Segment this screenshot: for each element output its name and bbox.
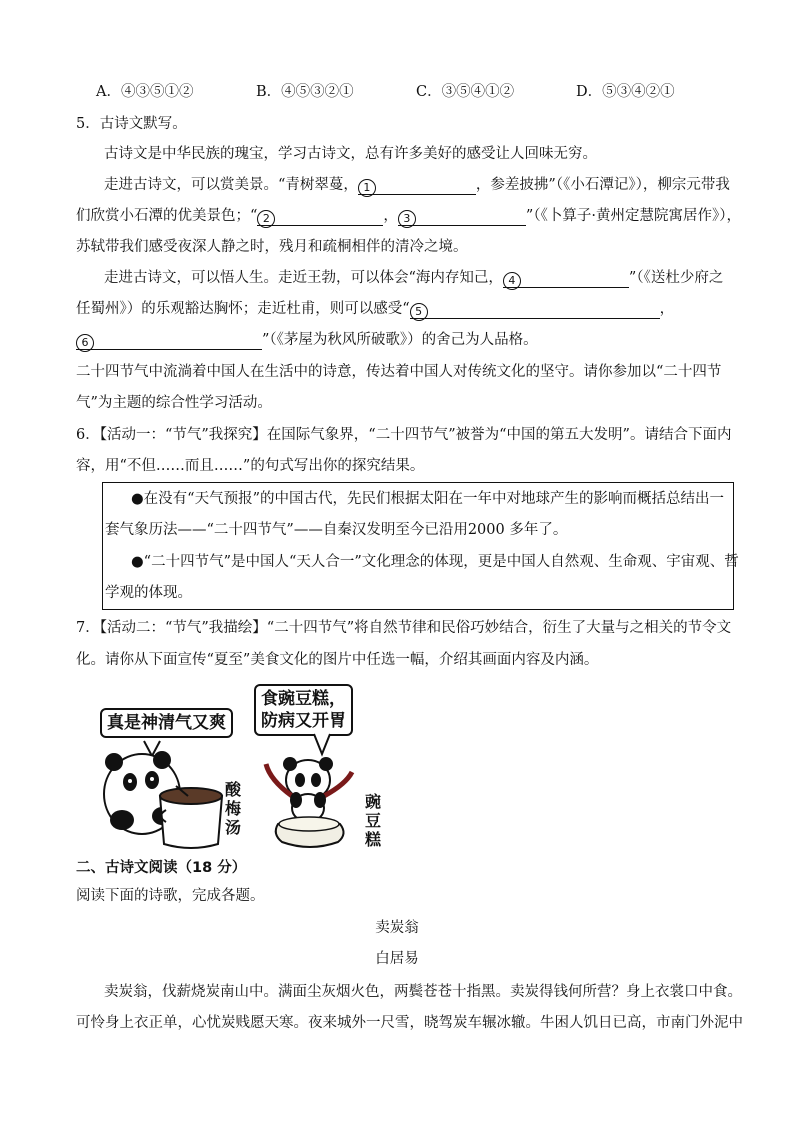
answer-blank-1[interactable]	[358, 178, 476, 195]
q6-material-box	[102, 482, 739, 610]
q7-line-1: 7．【活动二：“节气”我描绘】“二十四节气”将自然节律和民俗巧妙结合，衍生了大量与之相关的节令文	[76, 620, 732, 636]
q7-line-2: 化。请你从下面宣传“夏至”美食文化的图片中任选一幅，介绍其画面内容及内涵。	[76, 652, 599, 668]
q5-text: 走进古诗文，可以赏美景。“青树翠蔓，	[104, 177, 358, 193]
pea-cake-label: 豌 豆 糕	[364, 792, 381, 849]
panda-right-icon	[266, 757, 352, 822]
poem-line-2: 可怜身上衣正单，心忧炭贱愿天寒。夜来城外一尺雪，晓驾炭车辗冰辙。牛困人饥日已高，市南门外泥中	[76, 1015, 743, 1031]
q5-text: ，	[383, 208, 398, 224]
intro-line-2: 气”为主题的综合性学习活动。	[76, 395, 272, 411]
material-text: 学观的体现。	[105, 585, 192, 601]
material-text: 套气象历法——“二十四节气”——自秦汉发明至今已沿用2000 多年了。	[105, 522, 568, 538]
panda-drawings	[100, 684, 400, 854]
q5-paragraph-7	[76, 330, 754, 350]
option-d[interactable]: D．⑤③④②①	[576, 84, 675, 100]
poem-line-1: 卖炭翁，伐薪烧炭南山中。满面尘灰烟火色，两鬓苍苍十指黑。卖炭得钱何所营？身上衣裳口中食。	[104, 984, 742, 1000]
q6-line-2: 容，用“不但……而且……”的句式写出你的探究结果。	[76, 458, 425, 474]
q5-paragraph-5	[104, 268, 754, 288]
option-c[interactable]: C．③⑤④①②	[416, 84, 515, 100]
answer-blank-6[interactable]	[76, 333, 262, 350]
blank-number-2: 2	[257, 210, 275, 228]
blank-number-6: 6	[76, 334, 94, 352]
material-bullet-2: ●“二十四节气”是中国人“天人合一”文化理念的体现，更是中国人自然观、生命观、宇宙观、哲	[131, 554, 739, 570]
q5-text: ，	[659, 301, 675, 317]
q5-paragraph-1: 古诗文是中华民族的瑰宝，学习古诗文，总有许多美好的感受让人回味无穷。	[104, 146, 597, 162]
q5-text: 任蜀州》）的乐观豁达胸怀；走近杜甫，则可以感受“	[76, 301, 410, 317]
section-2-instruction: 阅读下面的诗歌，完成各题。	[76, 888, 265, 904]
right-bubble-line-1: 食豌豆糕，	[261, 689, 346, 709]
poem-title: 卖炭翁	[375, 920, 419, 936]
q5-text: 们欣赏小石潭的优美景色；“	[76, 208, 258, 224]
blank-number-4: 4	[503, 272, 521, 290]
right-bubble-line-2: 防病又开胃	[261, 711, 346, 731]
q5-text: ”（《送杜少府之	[628, 270, 724, 286]
q5-paragraph-3	[76, 206, 754, 226]
blank-number-1: 1	[358, 179, 376, 197]
sour-plum-soup-label: 酸 梅 汤	[224, 780, 241, 837]
q5-text: 走进古诗文，可以悟人生。走近王勃，可以体会“海内存知己，	[104, 270, 503, 286]
blank-number-5: 5	[410, 303, 428, 321]
q5-paragraph-2	[104, 175, 754, 195]
pea-cake-icon	[276, 817, 344, 847]
answer-blank-3[interactable]	[398, 209, 526, 226]
q6-line-1: 6．【活动一：“节气”我探究】在国际气象界，“二十四节气”被誉为“中国的第五大发明”。请结合下面内	[76, 427, 732, 443]
q5-paragraph-4: 苏轼带我们感受夜深人静之时，残月和疏桐相伴的清冷之境。	[76, 239, 468, 255]
q5-paragraph-6	[76, 299, 754, 319]
sour-plum-soup-bowl-icon	[160, 786, 222, 848]
answer-blank-2[interactable]	[257, 209, 383, 226]
option-b[interactable]: B．④⑤③②①	[256, 84, 354, 100]
option-a[interactable]: A．④③⑤①②	[96, 84, 194, 100]
q5-title: 5．古诗文默写。	[76, 116, 187, 132]
q5-text: ”（《卜算子·黄州定慧院寓居作》），	[525, 208, 741, 224]
q5-text: ，参差披拂”（《小石潭记》），柳宗元带我	[475, 177, 730, 193]
poem-author: 白居易	[375, 951, 419, 967]
blank-number-3: 3	[398, 210, 416, 228]
answer-blank-4[interactable]	[503, 271, 629, 288]
left-speech-bubble: 真是神清气又爽	[100, 708, 233, 738]
material-bullet-1: ●在没有“天气预报”的中国古代，先民们根据太阳在一年中对地球产生的影响而概括总结出一	[131, 491, 724, 507]
summer-solstice-illustration	[100, 684, 400, 854]
q5-text: ”（《茅屋为秋风所破歌》）的舍己为人品格。	[262, 332, 538, 348]
intro-line-1: 二十四节气中流淌着中国人在生活中的诗意，传达着中国人对传统文化的坚守。请你参加以“二十四节	[76, 364, 722, 380]
q4-options	[96, 80, 736, 101]
section-2-heading: 二、古诗文阅读（18 分）	[76, 860, 247, 876]
answer-blank-5[interactable]	[410, 302, 660, 319]
